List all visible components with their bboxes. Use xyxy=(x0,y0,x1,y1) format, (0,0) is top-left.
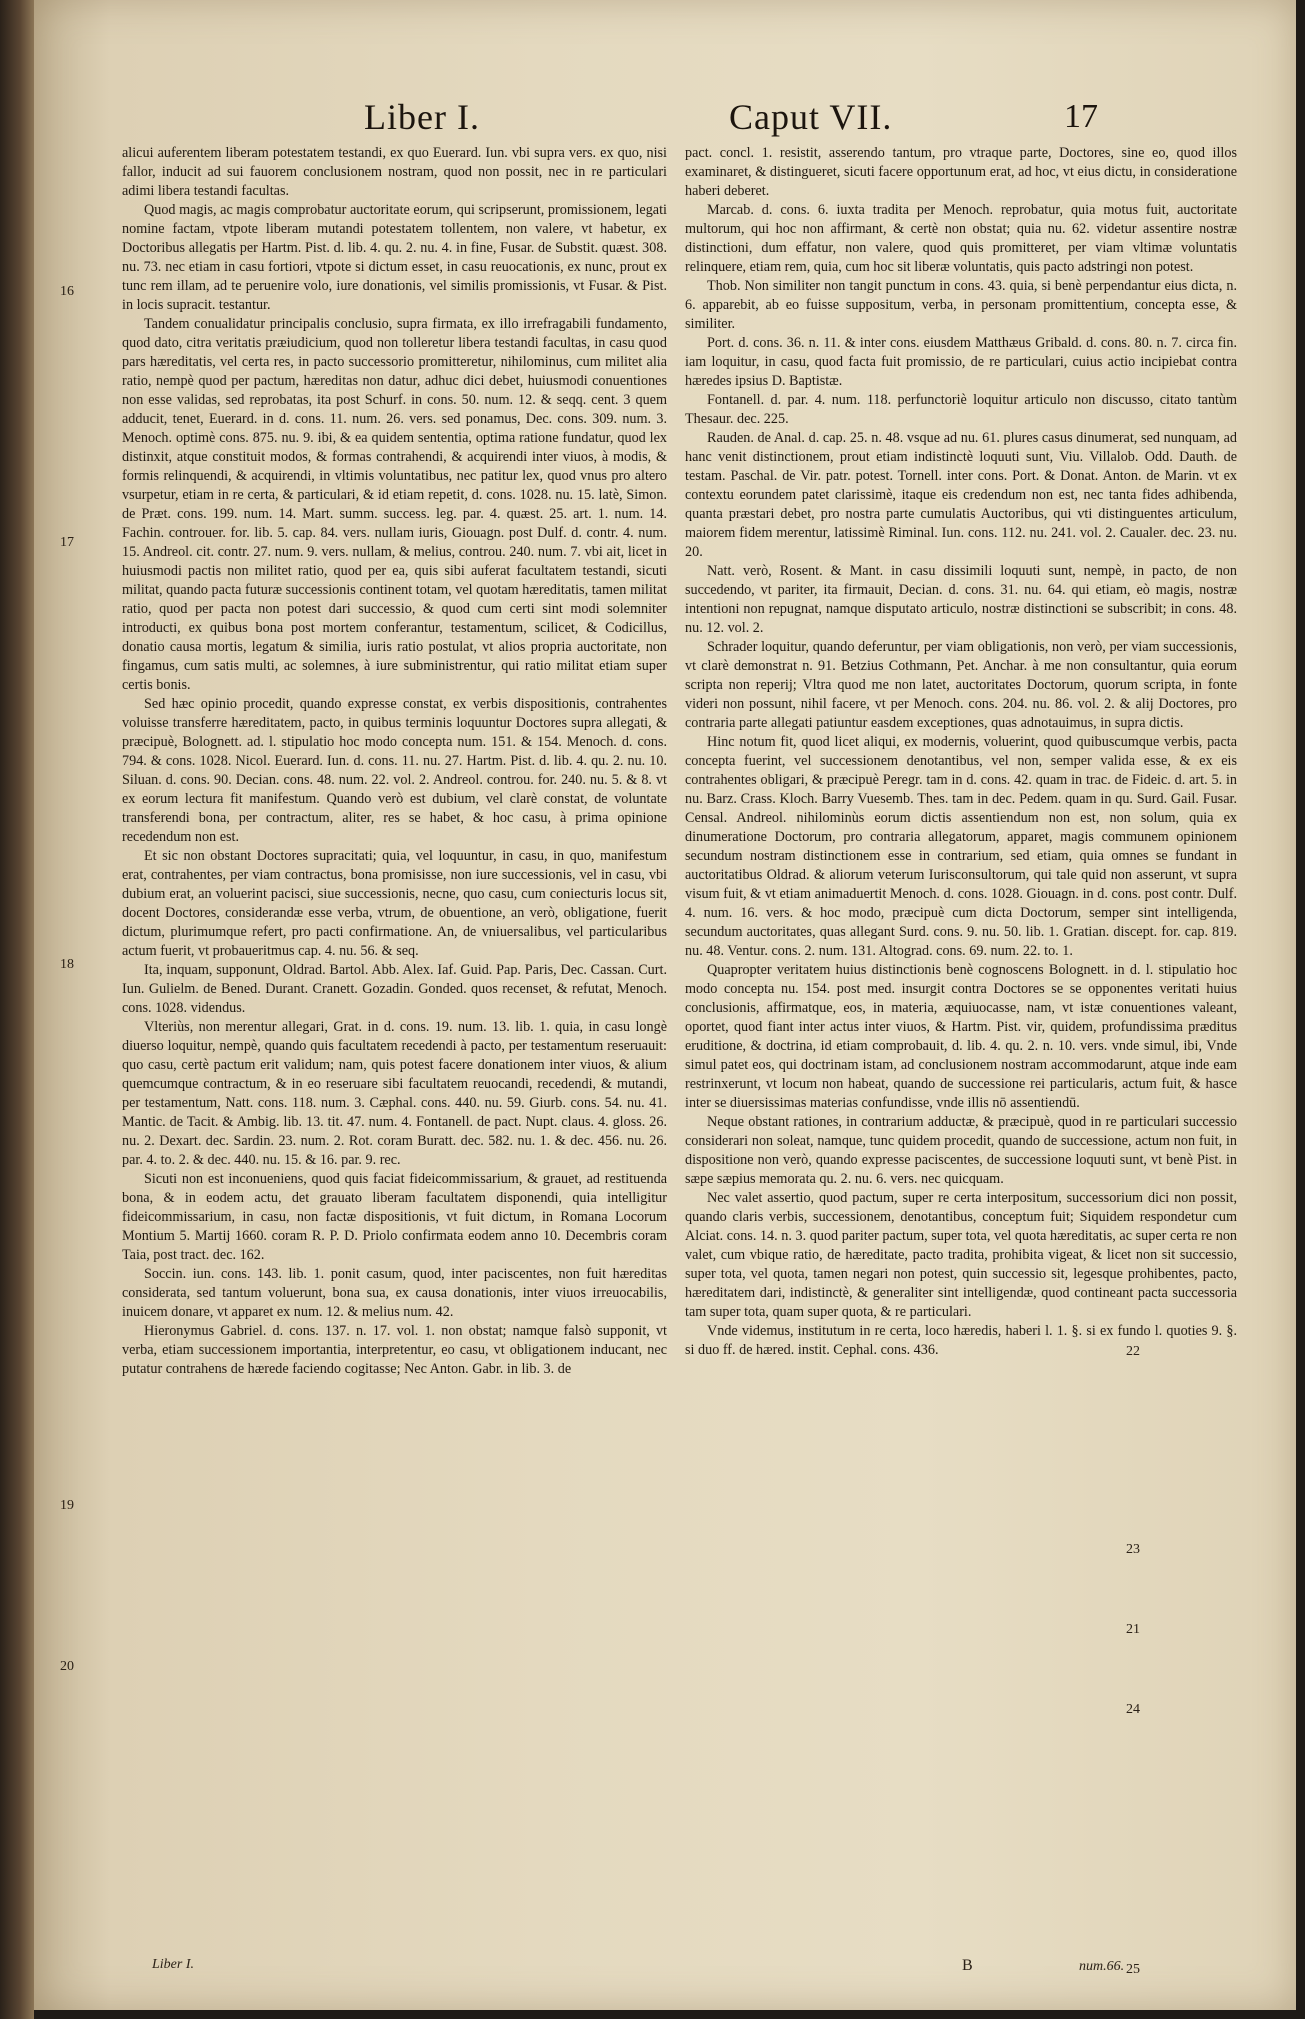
page-number: 17 xyxy=(1064,98,1098,135)
paragraph: Natt. verò, Rosent. & Mant. in casu dissimili loquuti sunt, nempè, in pacto, de non succedendo, vt pariter, ita firmauit, Decian. d. cons. 31. nu. 64. qui etiam, eò magis, nostræ intentioni non repugnat, namque disputato articulo, nostræ distinctioni se subscribit; in cons. 48. nu. 12. vol. 2. xyxy=(685,563,1237,636)
margin-note-number: 25 xyxy=(1126,1962,1140,1977)
paragraph: Rauden. de Anal. d. cap. 25. n. 48. vsque ad nu. 61. plures casus dinumerat, sed nunquam, ad hanc venit distinctionem, prout etiam indistinctè loquuti sunt, Viu. Villalob. Odd. Dauth. de testam. Paschal. de Vir. patr. potest. Tornell. inter cons. Port. & Donat. Anton. de Marin. vt ex contextu eorundem patet clarissimè, itaque eis credendum non est, nec tanta fides adhibenda, quanta præstari debet, pro nostra parte cumulatis Auctoribus, qui vti distinguentes articulum, maiorem fidem merentur, latissimè Riminal. Iun. cons. 112. nu. 241. vol. 2. Caualer. dec. 23. nu. 20. xyxy=(685,430,1237,560)
paragraph: Neque obstant rationes, in contrarium adductæ, & præcipuè, quod in re particulari successio considerari non soleat, namque, tunc quidem procedit, quando de successione, actum non fuit, in dispositione non verò, quando expresse paciscentes, de successione loquuti sunt, vt benè Pist. in sæpe sæpius memorata qu. 2. nu. 6. vers. nec quicquam. xyxy=(685,1114,1237,1187)
paragraph: Hinc notum fit, quod licet aliqui, ex modernis, voluerint, quod quibuscumque verbis, pacta concepta fuerint, vel successionem denotantibus, vel non, semper valida esse, & ex eis contrahentes obligari, & præcipuè Peregr. tam in d. cons. 42. quam in trac. de Fideic. d. art. 5. in nu. Barz. Crass. Kloch. Barry Vuesemb. Thes. tam in dec. Pedem. quam in qu. Surd. Gail. Fusar. Censal. Andreol. nihilominùs eorum dictis assentiendum non est, non solum, quia ex dinumeratione Doctorum, pro contraria allegatorum, apparet, magis communem opinionem secundum nostram distinctionem esse in contrarium, sed etiam, quia omnes se fundant in auctoritatibus Oldrad. & aliorum veterum Iurisconsultorum, qui tale quid non asserunt, vt supra visum fuit, & vt etiam animaduertit Menoch. d. cons. 1028. Giouagn. in d. cons. post contr. Dulf. 4. num. 16. vers. & hoc modo, præcipuè cum dicta Doctorum, semper sint intelligenda, secundum auctoritates, quas allegant Surd. cons. 9. nu. 50. lib. 1. Gratian. discept. for. cap. 819. nu. 48. Ventur. cons. 2. num. 131. Altograd. cons. 69. num. 22. to. 1. xyxy=(685,734,1237,959)
margin-note-number: 18 xyxy=(60,957,74,972)
paragraph: Ita, inquam, supponunt, Oldrad. Bartol. Abb. Alex. Iaf. Guid. Pap. Paris, Dec. Cassan. Curt. Iun. Gulielm. de Bened. Durant. Cranett. Gozadin. Gonded. quos recenset, & refutat, Menoch. cons. 1028. videndus. xyxy=(122,962,667,1016)
left-text-column xyxy=(122,144,667,1379)
paragraph: Thob. Non similiter non tangit punctum in cons. 43. quia, si benè perpendantur eius dicta, n. 6. apparebit, ab eo fuisse suppositum, verba, in personam promittentium, concepta esse, & similiter. xyxy=(685,278,1237,332)
header-book-title: Liber I. xyxy=(364,97,480,137)
paragraph: Hieronymus Gabriel. d. cons. 137. n. 17. vol. 1. non obstat; namque falsò supponit, vt verba, etiam successionem importantia, interpretentur, eo casu, vt obligationem inducant, nec putatur contrahens de hærede faciendo cogitasse; Nec Anton. Gabr. in lib. 3. de xyxy=(122,1323,667,1377)
paragraph: alicui auferentem liberam potestatem testandi, ex quo Euerard. Iun. vbi supra vers. ex quo, nisi fallor, inducit ad sui fauorem conclusionem nostram, quod non possit, nec in re particulari adimi libera testandi facultas. xyxy=(122,145,667,199)
margin-note-number: 19 xyxy=(60,1498,74,1513)
paragraph: Soccin. iun. cons. 143. lib. 1. ponit casum, quod, inter paciscentes, non fuit hæreditas considerata, sed tantum voluerunt, bona sua, ex causa donationis, inter viuos irreuocabilis, inuicem donare, vt apparet ex num. 12. & melius num. 42. xyxy=(122,1266,667,1320)
margin-note-number: 21 xyxy=(1126,1622,1140,1637)
margin-note-number: 24 xyxy=(1126,1702,1140,1717)
paragraph: pact. concl. 1. resistit, asserendo tantum, pro vtraque parte, Doctores, sine eo, quod illos examinaret, & distingueret, sicuti facere opportunum erat, ad hoc, vt eius dictu, in consideratione haberi deberet. xyxy=(685,145,1237,199)
margin-note-number: 23 xyxy=(1126,1542,1140,1557)
paragraph: Vnde videmus, institutum in re certa, loco hæredis, haberi l. 1. §. si ex fundo l. quoties 9. §. si duo ff. de hæred. instit. Cephal. cons. 436. xyxy=(685,1323,1237,1358)
paragraph: Sicuti non est inconueniens, quod quis faciat fideicommissarium, & grauet, ad restituenda bona, & in eodem actu, det grauato liberam facultatem disponendi, quia intelligitur fideicommissarium, in casu, non factæ dispositionis, vt fuit dictum, in Romana Locorum Montium 5. Martij 1660. coram R. P. D. Priolo confirmata eodem anno 10. Decembris coram Taia, post tract. dec. 162. xyxy=(122,1171,667,1263)
book-binding xyxy=(0,0,34,2019)
header-chapter-title: Caput VII. xyxy=(729,97,893,137)
paragraph: Fontanell. d. par. 4. num. 118. perfunctoriè loquitur articulo non discusso, citato tantùm Thesaur. dec. 225. xyxy=(685,392,1237,427)
paragraph: Nec valet assertio, quod pactum, super re certa interpositum, successorium dici non possit, quando claris verbis, successionem, denotantibus, conceptum fuit; Siquidem respondetur cum Alciat. cons. 14. n. 3. quod pariter pactum, super tota, vel quota hæreditatis, ac super certa re non valet, cum vbique ratio, de hæreditate, pacto tradita, prohibita vigeat, & licet non sit successio, super tota, vel quota, tamen negari non potest, quin successio sit, legesque prohibentes, pacto, hæreditatem dari, indistinctè, & generaliter sint intelligendæ, quod contineant pacta successoria tam super tota, quam super quota, & re particulari. xyxy=(685,1190,1237,1320)
margin-note-number: 20 xyxy=(60,1659,74,1674)
book-page xyxy=(34,0,1296,2010)
paragraph: Sed hæc opinio procedit, quando expresse constat, ex verbis dispositionis, contrahentes voluisse transferre hæreditatem, pacto, in quibus terminis loquuntur Doctores supra allegati, & præcipuè, Bolognett. ad. l. stipulatio hoc modo concepta num. 151. & 154. Menoch. d. cons. 794. & cons. 1028. Nicol. Euerard. Iun. d. cons. 11. nu. 27. Hartm. Pist. d. lib. 4. qu. 2. nu. 10. Siluan. d. cons. 90. Decian. cons. 48. num. 22. vol. 2. Andreol. controu. for. 240. nu. 5. & 8. vt ex eorum lectura fit manifestum. Quando verò est dubium, vel clarè constat, de voluntate transferendi bona, per contractum, aliter, res se habet, & hoc casu, à prima opinione recedendum non est. xyxy=(122,696,667,845)
paragraph: Vlteriùs, non merentur allegari, Grat. in d. cons. 19. num. 13. lib. 1. quia, in casu longè diuerso loquitur, nempè, quando quis facultatem recedendi à pacto, per testamentum reseruauit: quo casu, certè pactum erit validum; nam, quis potest facere donationem inter viuos, & alium quemcumque contractum, & in eo reseruare sibi facultatem reuocandi, recedendi, & mutandi, per testamentum, Natt. cons. 118. num. 3. Cæphal. cons. 440. nu. 59. Giurb. cons. 54. nu. 41. Mantic. de Tacit. & Ambig. lib. 13. tit. 47. num. 4. Fontanell. de pact. Nupt. claus. 4. gloss. 26. nu. 2. Dexart. dec. Sardin. 23. num. 2. Rot. coram Buratt. dec. 582. nu. 1. & dec. 456. nu. 26. par. 4. to. 2. & dec. 440. nu. 15. & 16. par. 9. rec. xyxy=(122,1019,667,1168)
paragraph: Quapropter veritatem huius distinctionis benè cognoscens Bolognett. in d. l. stipulatio hoc modo concepta nu. 154. post med. insurgit contra Doctores se se opponentes veritati huius conclusionis, affirmatque, eos, in materia, æquiuocasse, nam, vt istæ conuentiones valeant, oportet, quod fiant inter actus inter viuos, & Hartm. Pist. vir, quidem, profundissima præditus eruditione, & doctrina, id etiam comprobauit, d. lib. 4. qu. 2. n. 10. vers. vnde simul, ibi, Vnde simul patet eos, qui doctrinam istam, ad conclusionem nostram accommodarunt, atque inde eam restrinxerunt, vt locum non habeat, quando de successione rei particularis, actum fuit, & hasce inter se diuersissimas materias confundisse, vnde illis nō assentiendū. xyxy=(685,962,1237,1111)
paragraph: Tandem conualidatur principalis conclusio, supra firmata, ex illo irrefragabili fundamento, quod dato, citra veritatis præiudicium, quod non tolleretur libera testandi facultas, in casu quod pars hæreditatis, vel certa res, in pacto successorio promitteretur, nihilominus, cum militet alia ratio, nempè quod per pactum, hæreditas non datur, adhuc dici debet, huiusmodi conuentiones non esse validas, sed reprobatas, ita post Schurf. in cons. 50. num. 12. & seqq. cent. 3 quem adducit, tenet, Euerard. in d. cons. 11. num. 26. vers. sed ponamus, Dec. cons. 309. num. 3. Menoch. optimè cons. 875. nu. 9. ibi, & ea quidem sententia, optima ratione fundatur, quod lex distinxit, atque constituit modos, & formas contrahendi, & acquirendi inter viuos, à modis, & formis relinquendi, & acquirendi, in vltimis voluntatibus, nec patitur lex, quod vnus pro altero vsurpetur, etiam in re certa, & particulari, & id etiam repetit, d. cons. 1028. nu. 15. latè, Simon. de Præt. cons. 199. num. 14. Mart. summ. success. leg. par. 4. quæst. 25. art. 1. num. 14. Fachin. controuer. for. lib. 5. cap. 84. vers. nullam iuris, Giouagn. post Dulf. d. contr. 4. num. 15. Andreol. cit. contr. 27. num. 9. vers. nullam, & melius, controu. 240. num. 7. vbi ait, licet in huiusmodi pactis non militet ratio, quod per ea, quis sibi auferat facultatem testandi, sicuti militat, quando pacta futuræ successionis continent totam, vel quotam hæreditatis, tamen militat ratio, quod per pacta non potest dari successio, & quod cum certi sint modi solemniter introducti, ex quibus bona post mortem conferantur, testamentum, scilicet, & Codicillus, donatio causa mortis, legatum & similia, iuris ratio postulat, vt alios propria auctoritate, non fingamus, cum satis multi, ac solemnes, à iure subministrentur, qui ratio militat etiam super certis bonis. xyxy=(122,316,667,693)
right-text-column xyxy=(685,144,1237,1360)
signature-mark: B xyxy=(962,1957,973,1974)
footer-book-label: Liber I. xyxy=(152,1957,194,1972)
paragraph: Et sic non obstant Doctores supracitati; quia, vel loquuntur, in casu, in quo, manifestum erat, contrahentes, per viam contractus, bona promisisse, non iure successionis, vel in casu, vbi dubium erat, an voluerint pacisci, siue successionis, necne, quo casu, cum coniecturis locus sit, docent Doctores, considerandæ esse verba, vtrum, de obuentione, an verò, obligatione, fuerit dictum, plurimumque refert, pro pacti confirmatione. An, de vniuersalibus, vel particularibus actum fuerit, vt probaueritmus cap. 4. nu. 56. & seq. xyxy=(122,848,667,959)
paragraph: Marcab. d. cons. 6. iuxta tradita per Menoch. reprobatur, quia motus fuit, auctoritate multorum, qui hoc non affirmant, & certè non obstat; quia nu. 62. videtur assentire nostræ distinctioni, dum effatur, non valere, quod quis promitteret, per viam vltimæ voluntatis relinquere, etiam rem, quia, cum hoc sit liberæ voluntatis, quis pacto adstringi non potest. xyxy=(685,202,1237,275)
margin-note-number: 22 xyxy=(1126,1344,1140,1359)
margin-note-number: 16 xyxy=(60,284,74,299)
catchword: num.66. xyxy=(1079,1959,1125,1974)
paragraph: Schrader loquitur, quando deferuntur, per viam obligationis, non verò, per viam successionis, vt clarè demonstrat n. 91. Betzius Cothmann, Pet. Anchar. à me non consultantur, quia eorum scripta non reperij; Vltra quod me non latet, auctoritates Doctorum, quorum scripta, in fonte videri non possunt, nihil facere, vt per Menoch. cons. 204. nu. 86. vol. 2. & alij Doctores, pro contraria parte allegati patiuntur easdem exceptiones, quas adnotauimus, in supra dictis. xyxy=(685,639,1237,731)
paragraph: Quod magis, ac magis comprobatur auctoritate eorum, qui scripserunt, promissionem, legati nomine factam, vtpote liberam mutandi potestatem tollentem, non valere, vt habetur, ex Doctoribus allegatis per Hartm. Pist. d. lib. 4. qu. 2. nu. 4. in fine, Fusar. de Substit. quæst. 308. nu. 73. nec etiam in casu fortiori, vtpote si dictum esset, in casu reuocationis, ex nunc, prout ex tunc rem illam, ad te peruenire volo, iure donationis, vel similis promissionis, vt Fusar. & Pist. in locis supracit. testantur. xyxy=(122,202,667,313)
margin-note-number: 17 xyxy=(60,535,74,550)
running-header xyxy=(34,96,1296,146)
paragraph: Port. d. cons. 36. n. 11. & inter cons. eiusdem Matthæus Gribald. d. cons. 80. n. 7. circa fin. iam loquitur, in casu, quod facta fuit promissio, de re particulari, cuius actio incipiebat contra hæredes ipsius D. Baptistæ. xyxy=(685,335,1237,389)
